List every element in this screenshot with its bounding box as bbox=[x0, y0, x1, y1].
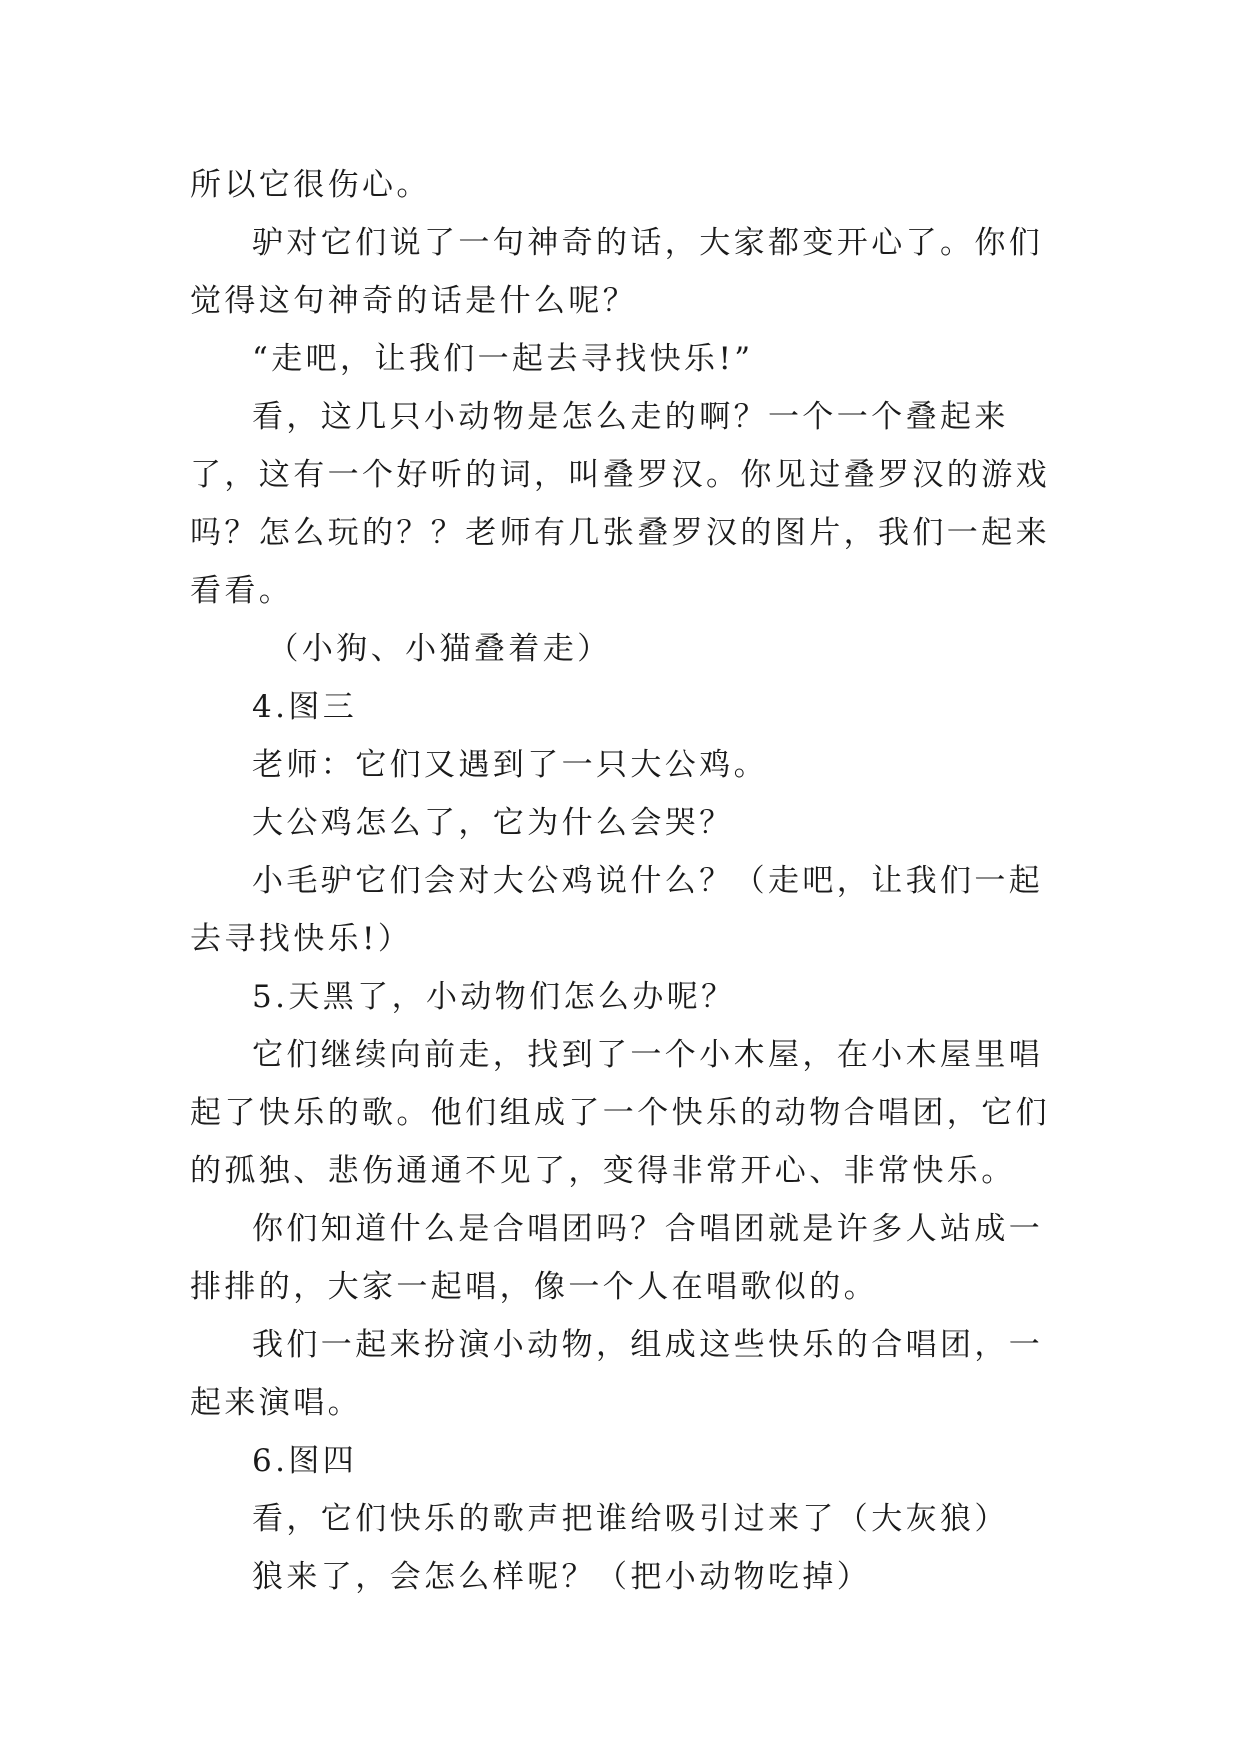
section-heading: 4.图三 bbox=[252, 689, 358, 725]
section-heading: 5.天黑了，小动物们怎么办呢？ bbox=[252, 979, 736, 1015]
paragraph-aside: （小狗、小猫叠着走） bbox=[267, 631, 612, 667]
paragraph: 看，这几只小动物是怎么走的啊？一个一个叠起来了，这有一个好听的词，叫叠罗汉。你见过叠罗汉的游戏吗？怎么玩的？？老师有几张叠罗汉的图片，我们一起来看看。 bbox=[190, 399, 1050, 609]
document-body bbox=[190, 156, 1052, 1606]
paragraph-quote: “走吧，让我们一起去寻找快乐!” bbox=[252, 341, 754, 377]
paragraph: 所以它很伤心。 bbox=[190, 167, 431, 203]
paragraph: 驴对它们说了一句神奇的话，大家都变开心了。你们觉得这句神奇的话是什么呢？ bbox=[190, 225, 1044, 319]
paragraph: 老师：它们又遇到了一只大公鸡。 bbox=[252, 747, 768, 783]
paragraph: 看，它们快乐的歌声把谁给吸引过来了（大灰狼） bbox=[252, 1501, 1009, 1537]
section-heading: 6.图四 bbox=[252, 1443, 358, 1479]
paragraph: 大公鸡怎么了，它为什么会哭？ bbox=[252, 805, 734, 841]
paragraph: 小毛驴它们会对大公鸡说什么？（走吧，让我们一起去寻找快乐!） bbox=[190, 863, 1044, 957]
paragraph: 我们一起来扮演小动物，组成这些快乐的合唱团，一起来演唱。 bbox=[190, 1327, 1044, 1421]
paragraph: 你们知道什么是合唱团吗？合唱团就是许多人站成一排排的，大家一起唱，像一个人在唱歌似的。 bbox=[190, 1211, 1044, 1305]
paragraph: 狼来了，会怎么样呢？（把小动物吃掉） bbox=[252, 1559, 872, 1595]
paragraph: 它们继续向前走，找到了一个小木屋，在小木屋里唱起了快乐的歌。他们组成了一个快乐的动物合唱团，它们的孤独、悲伤通通不见了，变得非常开心、非常快乐。 bbox=[190, 1037, 1050, 1189]
